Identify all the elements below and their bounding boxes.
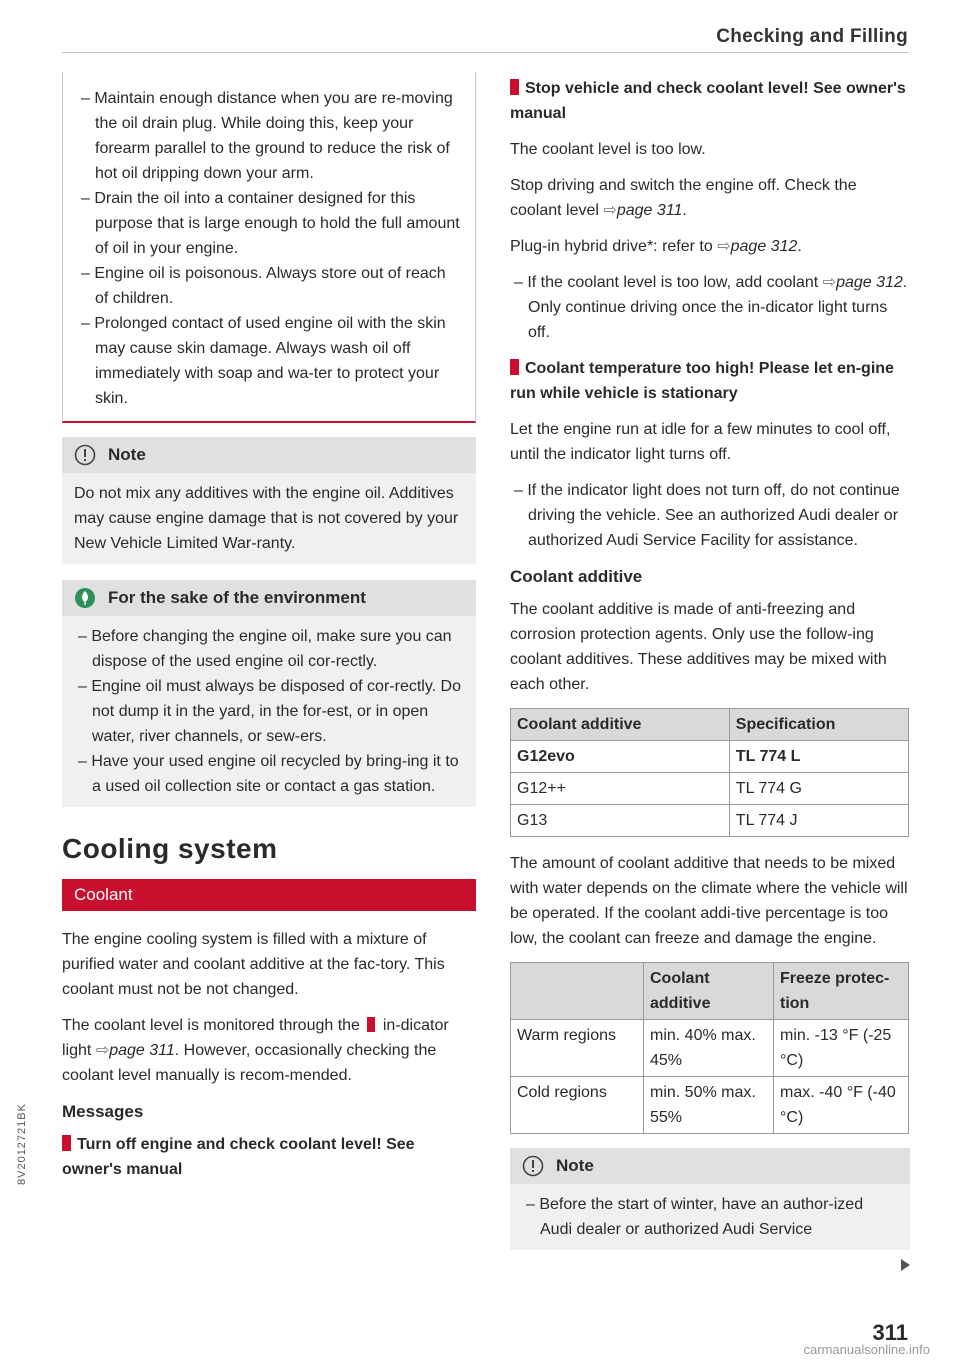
note-text: Do not mix any additives with the engine oil. Additives may cause engine damage that is not covered by your New Vehicle Limited War-ranty. (74, 485, 459, 552)
coolant-indicator-icon (510, 79, 519, 95)
note2-title: Note (556, 1156, 594, 1175)
subsection-bar: Coolant (62, 879, 476, 911)
table-header: Specification (729, 709, 908, 741)
additive-text: The coolant additive is made of anti-freezing and corrosion protection agents. Only use the follow-ing coolant additives. These additives may be mixed with each other. (510, 601, 887, 693)
document-code: 8V2012721BK (16, 1103, 28, 1185)
continue-arrow-icon[interactable] (901, 1259, 910, 1271)
coolant-indicator-icon (367, 1017, 375, 1032)
environment-list (74, 624, 464, 799)
low-level-text: The coolant level is too low. (510, 141, 706, 158)
section-title: Cooling system (62, 833, 278, 864)
page-ref-link[interactable]: page 311 (109, 1042, 175, 1059)
environment-item: – Have your used engine oil recycled by bring-ing it to a used oil collection site or contact a gas station. (74, 749, 464, 799)
message-temp-high: Coolant temperature too high! Please let en-gine run while vehicle is stationary (510, 360, 894, 402)
page-ref-link[interactable]: page 312 (730, 238, 798, 255)
warning-list (77, 86, 461, 411)
table-row (511, 1020, 909, 1077)
table-row (511, 741, 909, 773)
warning-box (62, 72, 476, 423)
header-divider (62, 52, 908, 53)
add-coolant-list (510, 270, 910, 345)
table-cell: TL 774 G (729, 773, 908, 805)
mix-amount-text: The amount of coolant additive that needs to be mixed with water depends on the climate where the vehicle will be operated. If the coolant addi-tive percentage is too low, the coolant can freeze and damage the engine. (510, 855, 908, 947)
table-row (511, 773, 909, 805)
additive-title: Coolant additive (510, 567, 643, 586)
message-turn-off: Turn off engine and check coolant level! See owner's manual (62, 1136, 415, 1178)
table-header: Coolant additive (644, 963, 774, 1020)
table-cell: min. -13 °F (-25 °C) (774, 1020, 909, 1077)
stop-driving-text: Stop driving and switch the engine off. Check the coolant level ⇨page 311. (510, 177, 857, 219)
warning-item: – Maintain enough distance when you are re-moving the oil drain plug. While doing this, keep your forearm parallel to the ground to reduce the risk of hot oil dripping down your arm. (77, 86, 461, 186)
right-column (510, 76, 910, 1250)
table-row (511, 1077, 909, 1134)
messages-title: Messages (62, 1102, 144, 1121)
table-cell: min. 40% max. 45% (644, 1020, 774, 1077)
environment-body (62, 616, 476, 807)
table-cell: min. 50% max. 55% (644, 1077, 774, 1134)
left-column (62, 72, 476, 1193)
page-number: 311 (872, 1320, 908, 1345)
table-cell: Warm regions (511, 1020, 644, 1077)
note-title: Note (108, 445, 146, 464)
note2-item: – Before the start of winter, have an author-ized Audi dealer or authorized Audi Service (522, 1192, 898, 1242)
note2-list (522, 1192, 898, 1242)
table-cell: max. -40 °F (-40 °C) (774, 1077, 909, 1134)
coolant-indicator-icon (62, 1135, 71, 1151)
monitor-paragraph: The coolant level is monitored through the in-dicator light ⇨page 311. However, occasionally checking the coolant level manually is recom-mended. (62, 1017, 449, 1084)
warning-item: – Prolonged contact of used engine oil with the skin may cause skin damage. Always wash oil off immediately with soap and wa-ter to protect your skin. (77, 311, 461, 411)
table-cell: G12evo (511, 741, 730, 773)
environment-header (62, 580, 476, 616)
page-ref-link[interactable]: page 312 (836, 274, 903, 291)
message-stop-vehicle: Stop vehicle and check coolant level! See owner's manual (510, 80, 906, 122)
warning-item: – Drain the oil into a container designed for this purpose that is large enough to hold the full amount of oil in your engine. (77, 186, 461, 261)
note2-header (510, 1148, 910, 1184)
environment-title: For the sake of the environment (108, 588, 366, 607)
page-ref-arrow-icon: ⇨ (603, 202, 617, 219)
page-ref-arrow-icon: ⇨ (822, 274, 837, 291)
idle-text: Let the engine run at idle for a few minutes to cool off, until the indicator light turns off. (510, 421, 891, 463)
add-coolant-item: – If the coolant level is too low, add coolant ⇨page 312. Only continue driving once the in-dicator light turns off. (510, 270, 910, 345)
exclamation-circle-icon (74, 444, 96, 466)
hybrid-text: Plug-in hybrid drive*: refer to ⇨page 312. (510, 238, 802, 255)
table-cell: G12++ (511, 773, 730, 805)
warning-item: – Engine oil is poisonous. Always store out of reach of children. (77, 261, 461, 311)
indicator-item: – If the indicator light does not turn off, do not continue driving the vehicle. See an authorized Audi dealer or authorized Audi Service Facility for assistance. (510, 478, 910, 553)
table-cell: G13 (511, 805, 730, 837)
table-cell: TL 774 L (729, 741, 908, 773)
note2-body (510, 1184, 910, 1250)
note-header (62, 437, 476, 473)
cooling-paragraph: The engine cooling system is filled with a mixture of purified water and coolant additive at the fac-tory. This coolant must not be not changed. (62, 931, 445, 998)
table-cell: Cold regions (511, 1077, 644, 1134)
note-body (62, 473, 476, 564)
page-ref-arrow-icon: ⇨ (717, 238, 731, 255)
table-header (511, 963, 644, 1020)
page-ref-link[interactable]: page 311 (616, 202, 683, 219)
freeze-table (510, 962, 909, 1134)
environment-item: – Engine oil must always be disposed of cor-rectly. Do not dump it in the yard, in the for-est, or in open water, river channels, or sew-ers. (74, 674, 464, 749)
chapter-title: Checking and Filling (716, 26, 908, 47)
indicator-list (510, 478, 910, 553)
additive-table (510, 708, 909, 837)
table-header: Coolant additive (511, 709, 730, 741)
environment-item: – Before changing the engine oil, make sure you can dispose of the used engine oil cor-rectly. (74, 624, 464, 674)
table-header: Freeze protec-tion (774, 963, 909, 1020)
exclamation-circle-icon (522, 1155, 544, 1177)
table-cell: TL 774 J (729, 805, 908, 837)
page-ref-arrow-icon: ⇨ (95, 1042, 110, 1059)
coolant-indicator-icon (510, 359, 519, 375)
environment-icon (74, 587, 96, 609)
watermark: carmanualsonline.info (803, 1342, 930, 1357)
table-row (511, 805, 909, 837)
